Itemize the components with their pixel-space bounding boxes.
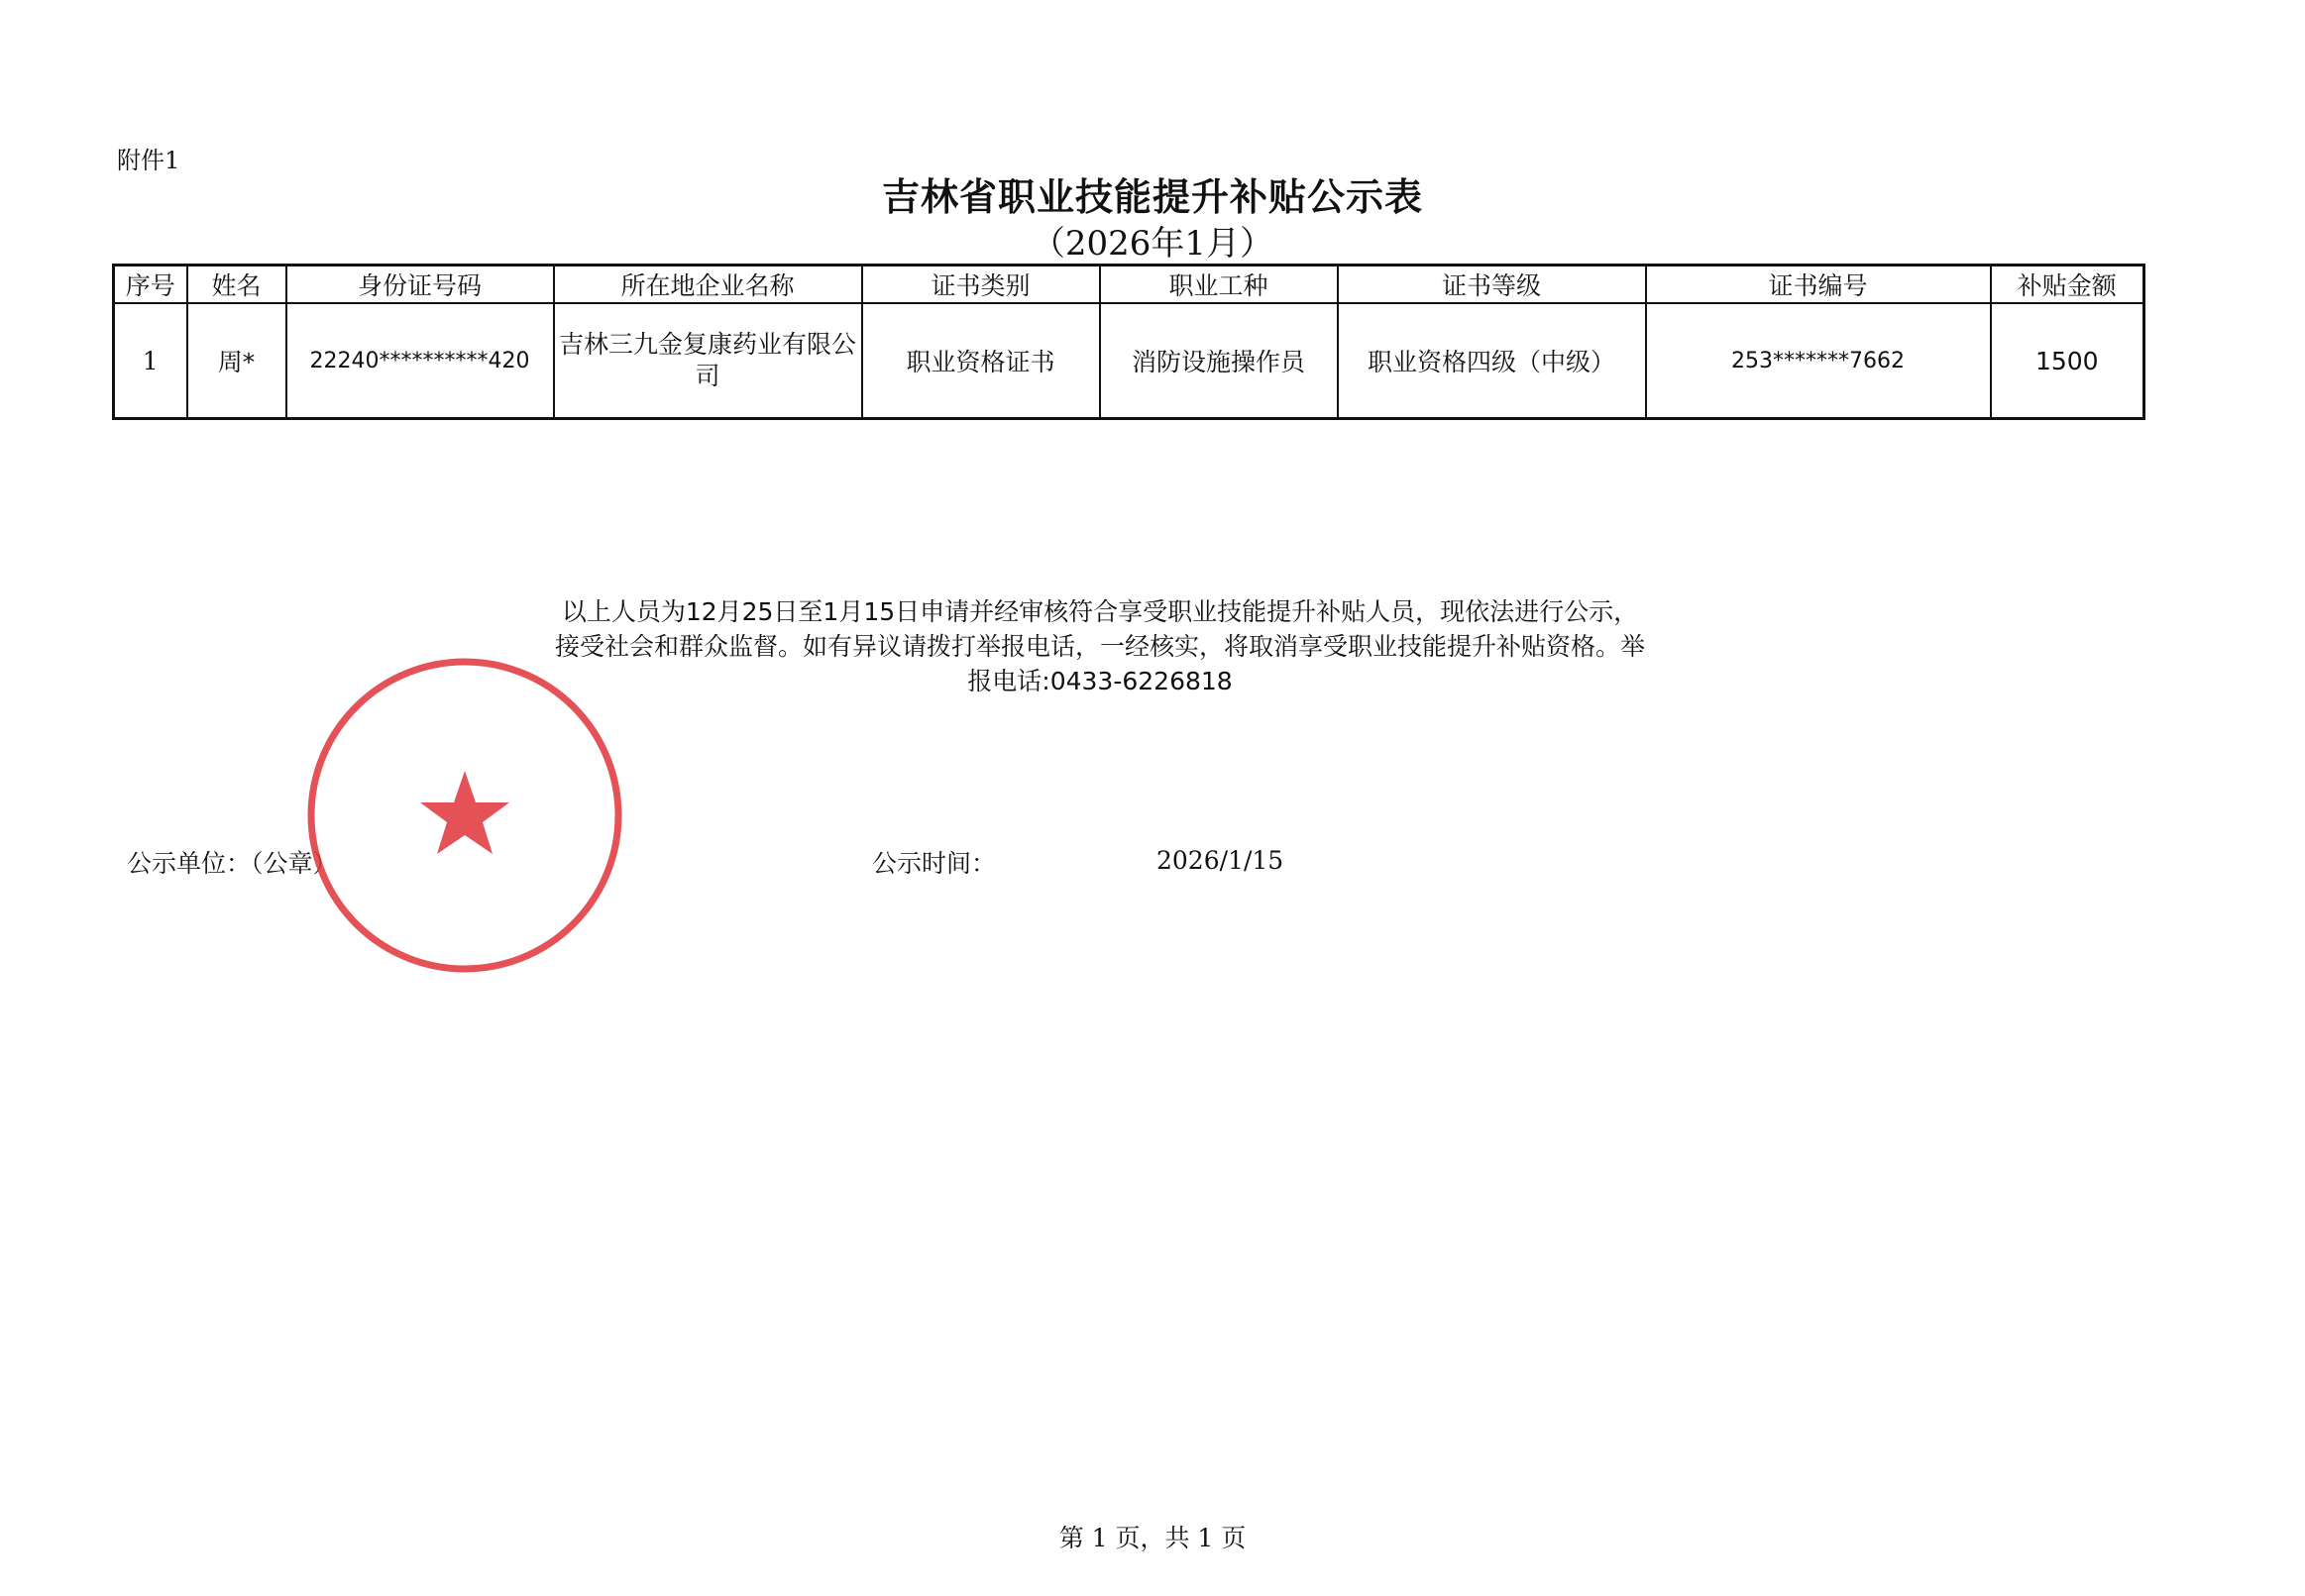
cell-name: 周*: [187, 303, 286, 419]
cell-amount: 1500: [1991, 303, 2144, 419]
page-subtitle: （2026年1月）: [1031, 224, 1274, 264]
publish-time-label: 公示时间：: [872, 849, 997, 878]
cell-index: 1: [114, 303, 187, 419]
seal-star-icon: [420, 771, 509, 854]
page-footer: 第 1 页，共 1 页: [1058, 1524, 1247, 1552]
table-row: [114, 303, 2144, 419]
cell-id-number: 22240**********420: [286, 303, 554, 419]
official-seal-icon: [303, 654, 626, 977]
cell-company: 吉林三九金复康药业有限公司: [554, 303, 862, 419]
cell-cert-type: 职业资格证书: [862, 303, 1100, 419]
publish-unit-label: 公示单位：（公章）: [127, 849, 338, 878]
notice-text: 以上人员为12月25日至1月15日申请并经审核符合享受职业技能提升补贴人员，现依法进行公示，接受社会和群众监督。如有异议请拨打举报电话，一经核实，将取消享受职业技能提升补贴资格。举报电话:0433-6226818: [555, 597, 1646, 695]
header-cert-type: 证书类别: [862, 266, 1100, 304]
header-index: 序号: [114, 266, 187, 304]
table-header-row: [114, 266, 2144, 304]
header-cert-level: 证书等级: [1338, 266, 1646, 304]
header-company: 所在地企业名称: [554, 266, 862, 304]
header-id-number: 身份证号码: [286, 266, 554, 304]
publish-time-value: 2026/1/15: [1156, 846, 1284, 875]
subsidy-table: [112, 264, 2145, 420]
header-name: 姓名: [187, 266, 286, 304]
cell-occupation: 消防设施操作员: [1100, 303, 1338, 419]
cell-cert-level: 职业资格四级（中级）: [1338, 303, 1646, 419]
header-cert-number: 证书编号: [1646, 266, 1991, 304]
header-amount: 补贴金额: [1991, 266, 2144, 304]
header-occupation: 职业工种: [1100, 266, 1338, 304]
page-title: 吉林省职业技能提升补贴公示表: [881, 174, 1423, 219]
annex-label: 附件1: [117, 147, 180, 174]
cell-cert-number: 253*******7662: [1646, 303, 1991, 419]
